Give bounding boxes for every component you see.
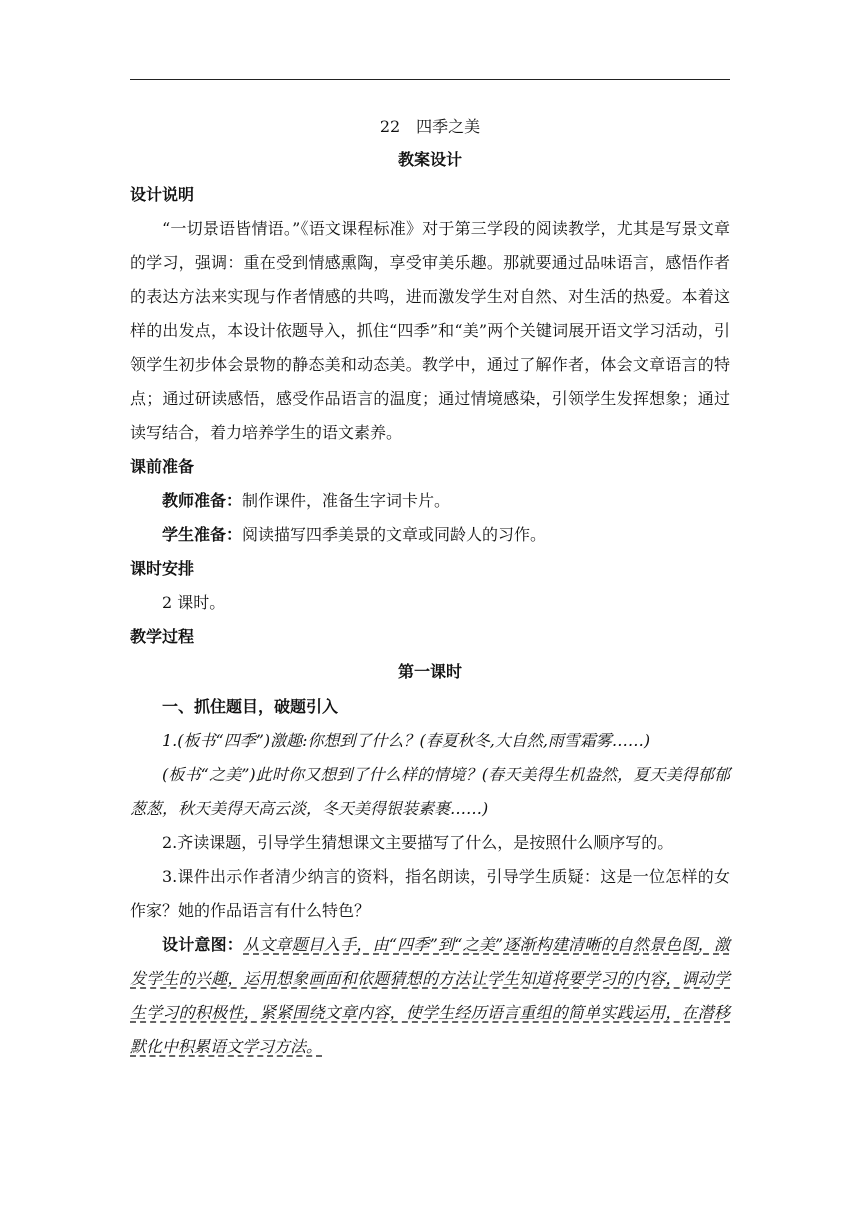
step1-item1: 1.(板书“四季”)激趣:你想到了什么？(春夏秋冬,大自然,雨雪霜雾……) xyxy=(162,731,651,750)
student-preparation-label: 学生准备： xyxy=(162,525,243,544)
process-heading: 教学过程 xyxy=(130,627,195,646)
teacher-preparation-label: 教师准备： xyxy=(162,491,243,510)
design-intent-text: 从文章题目入手，由“四季”到“之美”逐渐构建清晰的自然景色图，激发学生的兴趣，运用想象画面和依题猜想的方法让学生知道将要学习的内容，调动学生学习的积极性，紧紧围绕文章内容，使学生经历语言重组的简单实践运用，在潜移默化中积累语文学习方法。 xyxy=(130,935,730,1056)
teacher-preparation xyxy=(130,484,730,518)
design-note-text: “一切景语皆情语。”《语文课程标准》对于第三学段的阅读教学，尤其是写景文章的学习，强调：重在受到情感熏陶，享受审美乐趣。那就要通过品味语言，感悟作者的表达方法来实现与作者情感的共鸣，进而激发学生对自然、对生活的热爱。本着这样的出发点，本设计依题导入，抓住“四季”和“美”两个关键词展开语文学习活动，引领学生初步体会景物的静态美和动态美。教学中，通过了解作者，体会文章语言的特点；通过研读感悟，感受作品语言的温度；通过情境感染，引领学生发挥想象；通过读写结合，着力培养学生的语文素养。 xyxy=(130,219,730,442)
preparation-heading: 课前准备 xyxy=(130,457,195,476)
design-intent-label: 设计意图： xyxy=(162,935,244,954)
schedule-text: 2 课时。 xyxy=(162,593,226,612)
step1-item1b: (板书“之美”)此时你又想到了什么样的情境？(春天美得生机盎然，夏天美得郁郁葱葱，秋天美得天高云淡，冬天美得银装素裹……) xyxy=(130,765,730,818)
header-rule xyxy=(130,79,730,80)
step1-item3: 3.课件出示作者清少纳言的资料，指名朗读，引导学生质疑：这是一位怎样的女作家？她的作品语言有什么特色？ xyxy=(130,867,730,920)
document-title: 22 四季之美 xyxy=(379,117,481,136)
student-preparation xyxy=(130,518,730,552)
lesson-title: 第一课时 xyxy=(397,662,462,681)
step1-item2: 2.齐读课题，引导学生猜想课文主要描写了什么，是按照什么顺序写的。 xyxy=(162,833,674,852)
student-preparation-text: 阅读描写四季美景的文章或同龄人的习作。 xyxy=(242,525,547,544)
design-intent xyxy=(130,928,730,1064)
document-page xyxy=(130,112,730,1064)
teacher-preparation-text: 制作课件，准备生字词卡片。 xyxy=(242,491,451,510)
document-subtitle: 教案设计 xyxy=(397,150,462,169)
step1-heading: 一、抓住题目，破题引入 xyxy=(162,697,339,716)
schedule-heading: 课时安排 xyxy=(130,559,195,578)
design-note-heading: 设计说明 xyxy=(130,185,195,204)
